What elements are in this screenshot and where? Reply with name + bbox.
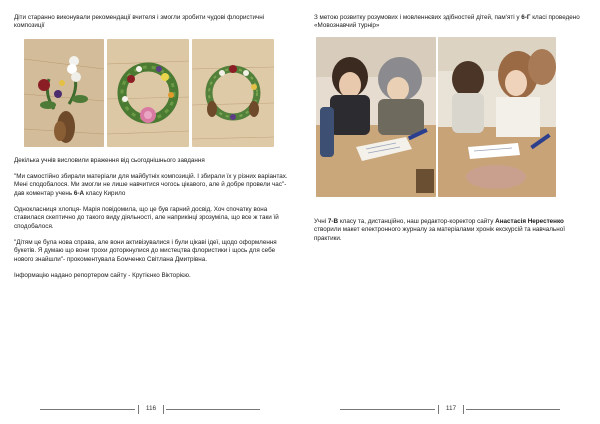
page-number-tick-left-b: [163, 405, 164, 414]
tournament-intro-end: класі проведено «Мовознавчий турнір»: [314, 14, 580, 30]
right-page: [300, 0, 600, 424]
tournament-class: 6-Г: [521, 14, 531, 21]
footer-rule-left-a: [40, 409, 135, 410]
journal-start: Учні: [314, 218, 327, 225]
bouquet-photo-2: [107, 39, 189, 147]
quote-kyrylo-text: "Ми самостійно збирали матеріали для майбутніх композицій. І збирали їх у різних варіантах. Мені сподобалося. Ми змогли не лише навчитися чогось цікавого, але й добре провели час"- дав коментар учень: [14, 173, 288, 197]
journal-class: 7-В: [327, 218, 339, 225]
tournament-intro-start: З метою розвитку розумових і мовленнєвих здібностей дітей, пам'яті у: [314, 14, 520, 21]
quote-teacher: "Дітям це була нова справа, але вони активізувалися і були цікаві ідеї, щодо оформлення букетів. Я думаю що вони трохи доторкнулися до мистецтва флористики і щось для себе нового знайшли"- прокоментувала Бомченко Світлана Дмитрівна.: [14, 239, 277, 263]
quote-maria: Однокласниця хлопця- Марія повідомила, що це був гарний досвід. Хоч спочатку вона ставилася скептично до такого виду діяльності, але наприкінці зрозуміла, що все ж таки їй сподобалося.: [14, 206, 279, 230]
bouquet-photo-3: [192, 39, 274, 147]
quote-kyrylo-class: 6-А: [73, 189, 85, 197]
quote-kyrylo: [14, 173, 290, 198]
credit-text: Інформацію надано репортером сайту - Крутієнко Вікторією.: [14, 272, 191, 279]
journal-paragraph: [314, 218, 588, 243]
journal-end: створили макет електронного журналу за матеріалами хронік екскурсій та навчальної практики.: [314, 226, 565, 242]
page-number-tick-right-b: [463, 405, 464, 414]
footer-rule-right-b: [466, 409, 560, 410]
footer-rule-right-a: [340, 409, 435, 410]
page-number-right: 117: [445, 405, 457, 412]
tournament-intro: [314, 14, 588, 31]
tournament-photo-left: [316, 37, 436, 197]
intro-text: Діти старанно виконували рекомендації вчителя і змогли зробити чудові флористичні композиції: [14, 14, 265, 30]
quote-kyrylo-author: класу Кирило: [85, 189, 126, 197]
journal-editor-name: Анастасія Нерестенко: [495, 218, 564, 225]
impressions-heading: Декілька учнів висловили враження від сьогоднішнього завдання: [14, 157, 205, 164]
page-number-left: 116: [145, 405, 157, 412]
journal-mid: класу та, дистанційно, наш редактор-коректор сайту: [339, 218, 494, 225]
footer-rule-left-b: [166, 409, 260, 410]
tournament-photo-right: [438, 37, 556, 197]
bouquet-photo-1: [24, 39, 104, 147]
